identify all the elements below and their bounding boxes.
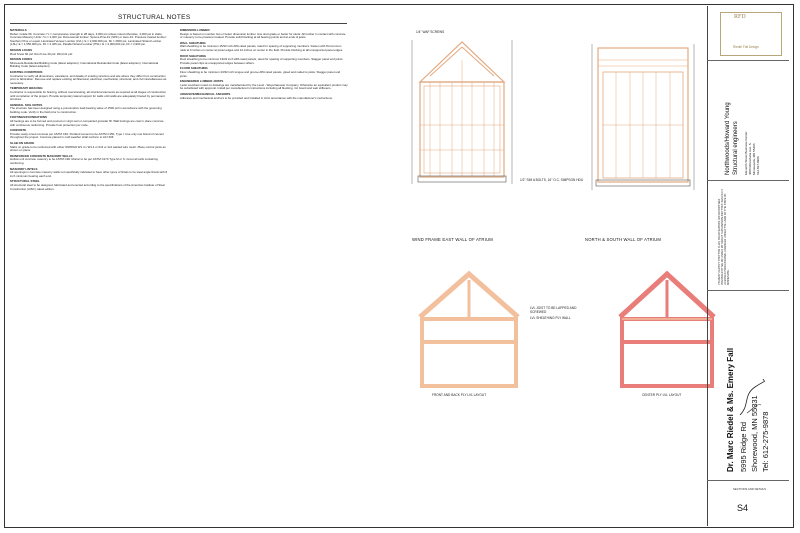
address-line: 4000 Minnehaha Ave. S. — [748, 142, 752, 175]
section-label: SECTIONS AND DETAILS — [733, 487, 767, 491]
address-line: 612-827-8900 — [756, 156, 760, 175]
note-heading: TEMPORARY BRACING — [10, 86, 43, 91]
note-heading: WALL SHEATHING — [180, 40, 206, 45]
front-back-caption: FRONT AND BACK PLY LVL LAYOUT — [432, 393, 487, 397]
note-text: Roof sheathing to be minimum 19/32 inch APA rated panels, rated for spacing of supporting members. Stagger panel end joints. Provide panel clips at unsupported edges between rafters. — [180, 57, 344, 65]
note-heading: DESIGN LOADS — [10, 47, 33, 52]
engineer-name: Northwoods/Howard Young — [725, 102, 731, 175]
note-text: Hollow unit concrete masonry to be ASTM C90. Mortar to be per ASTM C270 Type M or S. Grout all cells containing reinforcing. — [10, 157, 158, 165]
wind-frame-east-wall-drawing — [412, 40, 512, 184]
sheathing-note: LVL SHEATHING PLY WALL — [530, 316, 571, 320]
title-block-divider — [707, 180, 789, 181]
note-text: Minnesota Residential Building Code (latest adoption). International Residential Code (latest adoption). International Building Code (latest adoption). — [10, 60, 159, 69]
note-text: All footings are to be formed and poured on virgin soil or compacted granular fill. Wall footings are cast in place concrete with continuous reinforcing. Provide frost protection per code. — [10, 119, 164, 127]
note-heading: CONCRETE — [10, 128, 27, 133]
address-line: Eleventh Street Business Center — [744, 131, 748, 175]
center-ply-caption: CENTER PLY LVL LAYOUT — [642, 393, 682, 397]
note-text: All structural steel to be designed, fabricated and erected according to the specifications of the American Institute of Steel Construction (AISC), latest edition. — [10, 182, 165, 191]
gable-note: LVL JOIST TO BE LAPPED AND SCREWED — [530, 306, 577, 314]
note-heading: REINFORCED CONCRETE MASONRY WALLS — [10, 153, 73, 158]
title-block-divider — [707, 60, 789, 61]
firm-logo — [720, 12, 782, 56]
client-name: Dr. Marc Riedel & Ms. Emery Fall — [726, 347, 735, 472]
title-block-divider — [707, 290, 789, 291]
note-text: Slabs on grade to be reinforced with either WWF6x6 W1.4 x W1.4 or 6x6 or 4x4 welded wire mesh. Place control joints as shown on plans. — [10, 144, 166, 153]
note-heading: ROOF SHEATHING — [180, 53, 206, 58]
note-heading: MATERIALS — [10, 28, 27, 32]
note-text: Contractor to verify all dimensions, elevations, and details of existing structure and site where they differ from construction prior to fabrication. Remove and replace existing architectural, electrical, mechanical, structural, and civil miscellaneous as necessary. — [10, 73, 167, 85]
note-text: Provide ready mixed concrete per ASTM C94. Portland cement to be ASTM C150, Type I. Use only one brand of cement throughout the project. Concrete placed in cold weather shall conform to ACI 306. — [10, 131, 164, 140]
note-heading: ADHESIVE/MECHANICAL ANCHORS — [180, 91, 231, 96]
north-south-caption: NORTH & SOUTH WALL OF ATRIUM — [585, 237, 662, 242]
notes-title: STRUCTURAL NOTES — [118, 14, 191, 21]
certification-text: I HEREBY CERTIFY THAT THIS PLAN, SPECIFICATION, OR REPORT WAS PREPARED BY ME OR UNDER MY DIRECT SUPERVISION AND THAT I AM A DULY LICENSED PROFESSIONAL ENGINEER UNDER THE LAWS OF THE STATE OF MINNESOTA. — [718, 189, 730, 285]
address-line: Minneapolis, MN 55406 — [752, 143, 756, 175]
center-ply-drawing — [620, 274, 714, 386]
sheet-number: S4 — [737, 503, 749, 513]
note-text: All openings in concrete masonry walls not specifically indicated to have other types of lintels to be steel angle lintels with 8 inch minimum bearing each end. — [10, 170, 168, 178]
note-heading: EXISTING CONDITIONS — [10, 69, 43, 74]
firm-logo-text: RFD — [734, 14, 746, 20]
bottom-anchor-note: 1/2" SIM A BOLTS, 16" O.C. SIMPSON HDU — [520, 178, 584, 182]
note-heading: DIMENSION LUMBER — [180, 28, 210, 32]
client-address-1: 5995 Ridge Rd — [739, 421, 748, 472]
client-address-2: Shorewood, MN 55331 — [750, 395, 759, 472]
note-text: Wall sheathing to be minimum 15/32 inch APA rated panels, rated for spacing of supporting members. Fasten with 8d common nails at 6 inches on center at panel edges and 12 inches on center in the field. Provide blocking at all unsupported panel edges. — [180, 44, 343, 52]
note-text: Rebar: Grade 60. Concrete: f'c = compressive strength in 28 days, 3,000 psi unless noted otherwise. 4,000 psi in slabs. Concrete Masonry Units: f'm = 2,000 psi. Dimensional lumber: Spruce-Pine-Fir (SPF) or Hem-Fir. Pressure treated lumber: Southern Pine or equal. Laminated Veneer Lumber (LVL): E = 2,000,000 psi, Fb = 2600 psi. Laminated Strand Lumber (LSL): E = 1,550,000 psi, Fb = 2,325 psi. Parallel Strand Lumber (PSL): E = 2,000,000 psi, Fb = 2,900 psi. — [10, 31, 167, 47]
client-phone: Tel: 612-275-9878 — [761, 411, 770, 472]
note-heading: STRUCTURAL STEEL — [10, 179, 40, 184]
note-text: Floor sheathing to be minimum 23/32 inch tongue and groove APA rated panels, glued and nailed to joists. Stagger panel end joints. — [180, 69, 341, 78]
north-south-wall-drawing — [592, 44, 694, 190]
firm-name: Riedel Fall Design — [733, 45, 759, 49]
note-text: I-joist members noted on drawings are manufactured by the Level - Weyerhaeuser Company. Otherwise an equivalent product may be substituted with approval. Install per manufacturer's instructions including all blocking, rim board and web stiffeners. — [180, 82, 348, 91]
front-back-ply-drawing — [420, 274, 518, 386]
note-text: Adhesive and mechanical anchors to be provided and installed in strict accordance with the manufacturer's instructions. — [180, 95, 333, 100]
wind-frame-caption: WIND FRAME EAST WALL OF ATRIUM — [412, 237, 493, 242]
engineer-subtitle: Structural engineers — [733, 121, 739, 175]
top-fastener-note: 1/4" WAF SCREWS — [416, 30, 445, 34]
note-heading: FOOTINGS/FOUNDATIONS — [10, 115, 47, 120]
note-heading: ENGINEERED LUMBER JOISTS — [180, 79, 224, 84]
note-heading: MASONRY LINTELS — [10, 166, 38, 171]
note-text: The structure has been designed using a presumptive load-bearing value of 1500 psf in accordance with the governing building code. Verify in the field prior to construction. — [10, 106, 162, 114]
note-heading: GENERAL SOIL NOTES — [10, 102, 43, 107]
note-heading: FLOOR SHEATHING — [180, 66, 208, 71]
note-heading: SLAB ON GRADE — [10, 141, 35, 146]
note-text: Contractor is responsible for bracing, without overstressing, all structural elements as required at all stages of construction until completion of the project. Provide temporary lateral support for walls until walls are adequately braced by permanent structure. — [10, 89, 167, 102]
title-block-divider — [707, 480, 789, 481]
note-heading: DESIGN CODES — [10, 57, 33, 62]
note-text: Design is based on number two or better dimension lumber. Use stud grade or better for studs. All lumber in contact with concrete or masonry to be pressure treated. Provide solid blocking at all bearing points and at ends of joists. — [180, 31, 346, 40]
note-text: Roof Snow 60 psf. Roof Live 20 psf. Wind 21 psf. — [10, 51, 73, 56]
